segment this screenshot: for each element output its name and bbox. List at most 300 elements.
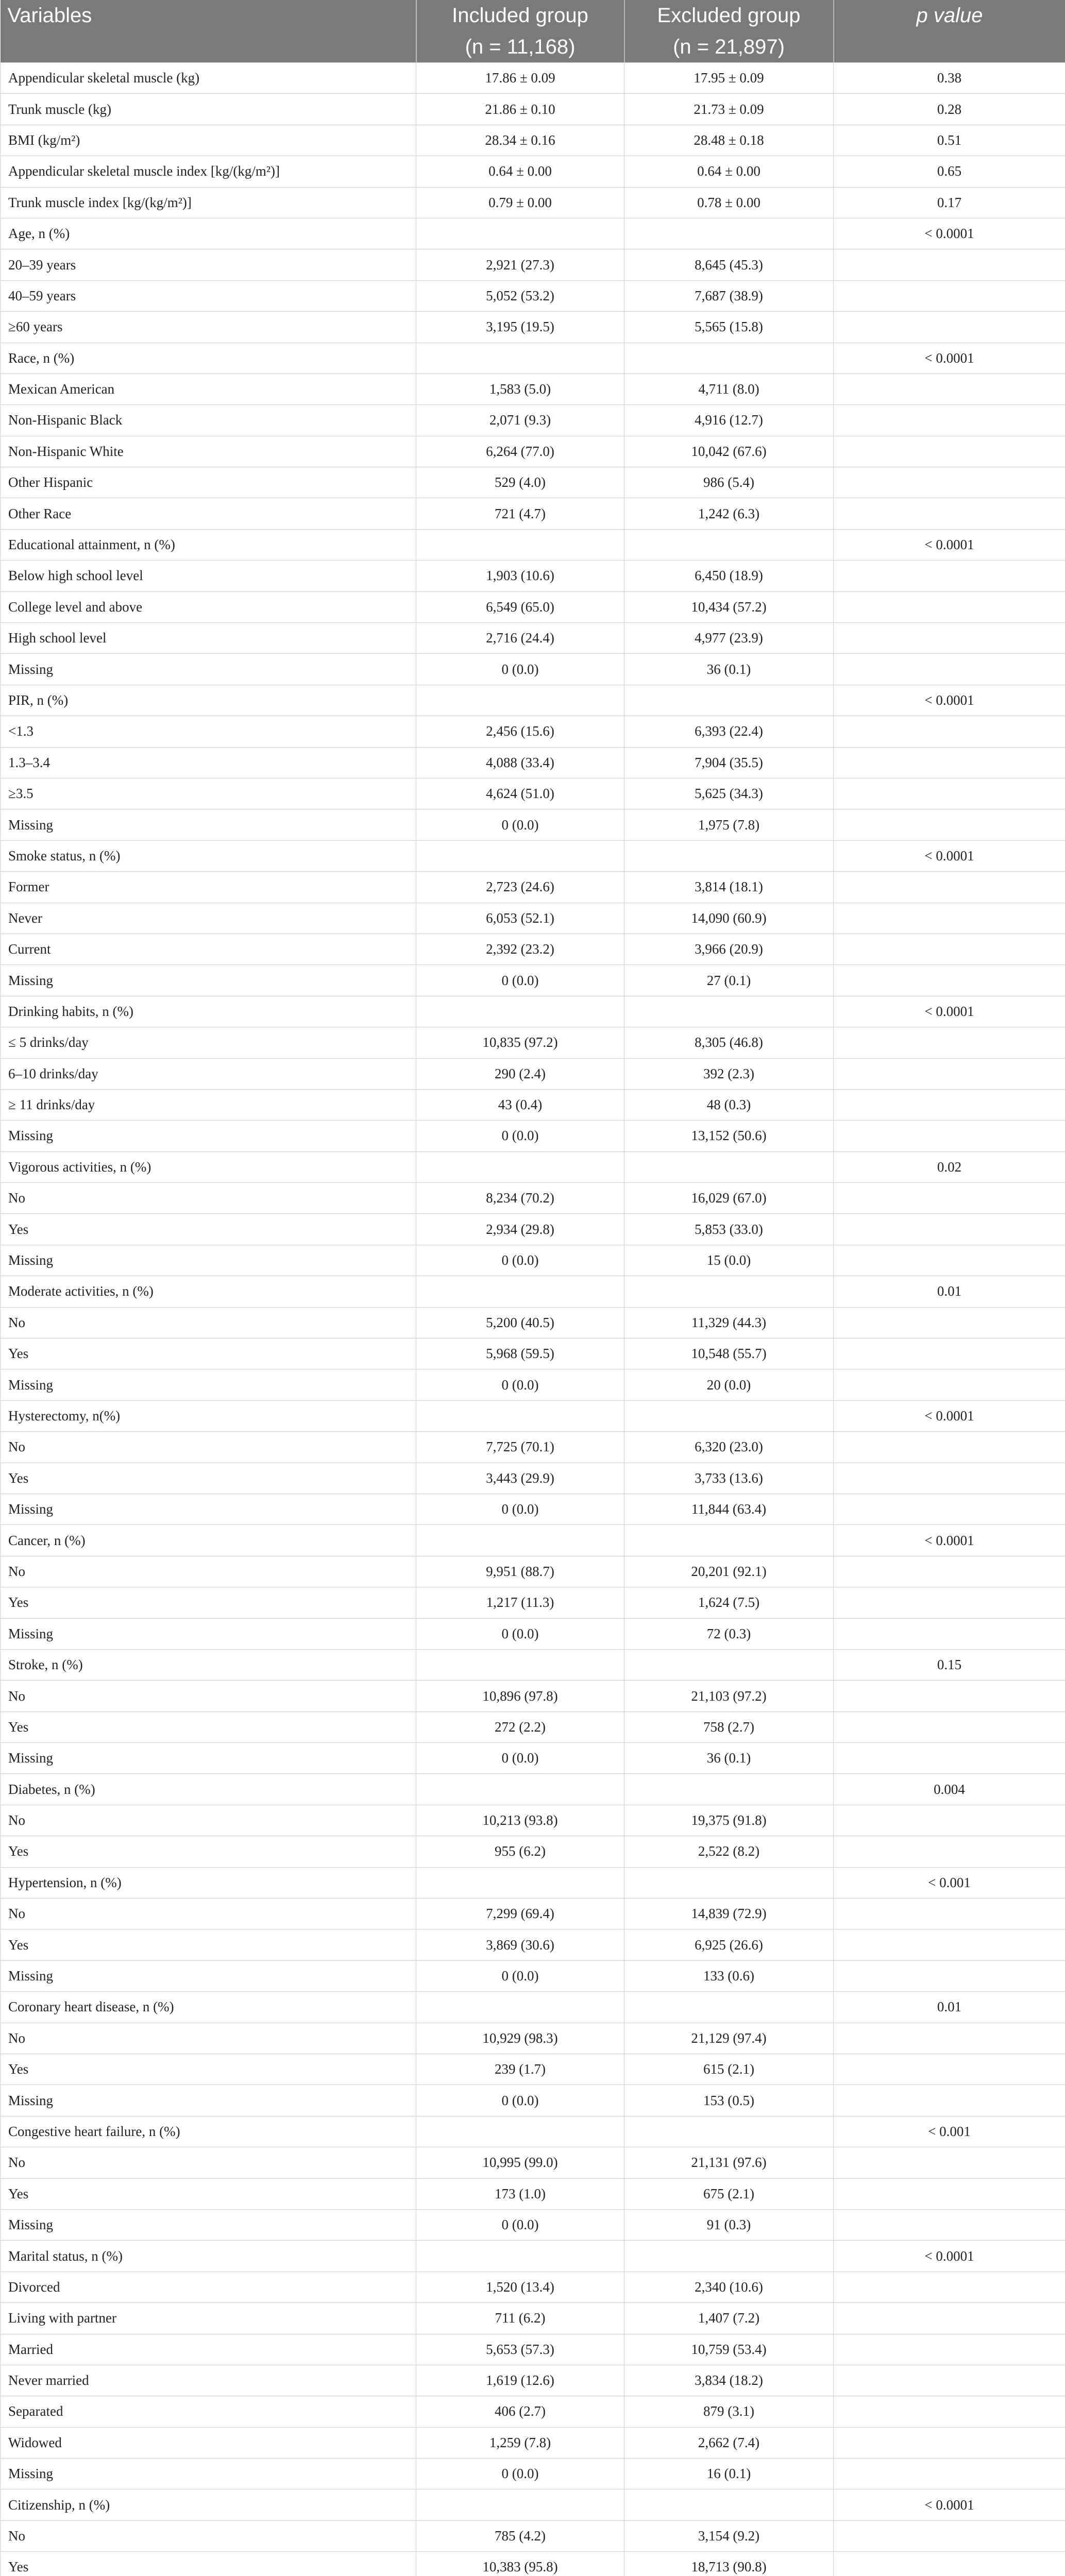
cell-included [416, 996, 624, 1027]
cell-p-value [834, 654, 1065, 685]
cell-p-value [834, 1432, 1065, 1463]
table-row [1, 436, 1065, 467]
cell-excluded: 28.48 ± 0.18 [624, 125, 834, 156]
table-row [1, 1183, 1065, 1214]
cell-excluded: 0.78 ± 0.00 [624, 187, 834, 218]
cell-variable: Missing [1, 1618, 416, 1649]
header-included-n: (n = 11,168) [416, 31, 624, 63]
cell-p-value: 0.51 [834, 125, 1065, 156]
table-row [1, 1245, 1065, 1276]
cell-variable: Non-Hispanic Black [1, 405, 416, 436]
table-row [1, 1681, 1065, 1711]
cell-variable: No [1, 2023, 416, 2054]
cell-variable: 20–39 years [1, 249, 416, 280]
table-row [1, 249, 1065, 280]
cell-p-value [834, 1027, 1065, 1058]
cell-p-value [834, 1338, 1065, 1369]
cell-excluded: 13,152 (50.6) [624, 1121, 834, 1151]
cell-excluded: 4,916 (12.7) [624, 405, 834, 436]
table-row [1, 2085, 1065, 2116]
cell-p-value [834, 809, 1065, 840]
cell-excluded: 4,977 (23.9) [624, 623, 834, 654]
cell-variable: Missing [1, 1369, 416, 1400]
table-row [1, 2520, 1065, 2551]
cell-p-value: 0.01 [834, 1992, 1065, 2023]
cell-p-value: 0.02 [834, 1151, 1065, 1182]
cell-included: 10,383 (95.8) [416, 2552, 624, 2576]
cell-p-value [834, 1058, 1065, 1089]
cell-included: 10,929 (98.3) [416, 2023, 624, 2054]
cell-excluded: 36 (0.1) [624, 654, 834, 685]
cell-p-value [834, 1805, 1065, 1836]
table-row [1, 94, 1065, 125]
cell-variable: Missing [1, 654, 416, 685]
cell-variable: Missing [1, 1494, 416, 1524]
cell-p-value [834, 2459, 1065, 2489]
cell-included: 0 (0.0) [416, 1369, 624, 1400]
table-row [1, 996, 1065, 1027]
cell-included: 785 (4.2) [416, 2520, 624, 2551]
table-row [1, 1649, 1065, 1680]
cell-included: 4,088 (33.4) [416, 747, 624, 778]
cell-excluded: 3,154 (9.2) [624, 2520, 834, 2551]
table-row [1, 405, 1065, 436]
cell-variable: Missing [1, 809, 416, 840]
cell-excluded: 27 (0.1) [624, 965, 834, 996]
cell-p-value [834, 2396, 1065, 2427]
cell-included: 0 (0.0) [416, 654, 624, 685]
cell-included: 4,624 (51.0) [416, 778, 624, 809]
table-row [1, 747, 1065, 778]
cell-p-value: 0.01 [834, 1276, 1065, 1307]
cell-variable: 40–59 years [1, 280, 416, 311]
table-row [1, 809, 1065, 840]
cell-variable: Missing [1, 1245, 416, 1276]
cell-variable: No [1, 1556, 416, 1587]
cell-included [416, 1867, 624, 1898]
cell-included: 1,619 (12.6) [416, 2365, 624, 2396]
cell-p-value [834, 1245, 1065, 1276]
table-row [1, 840, 1065, 871]
cell-variable: Appendicular skeletal muscle (kg) [1, 63, 416, 94]
cell-variable: Separated [1, 2396, 416, 2427]
cell-p-value: < 0.0001 [834, 1525, 1065, 1556]
cell-excluded: 133 (0.6) [624, 1960, 834, 1991]
cell-excluded [624, 685, 834, 716]
cell-excluded: 5,625 (34.3) [624, 778, 834, 809]
table-row [1, 1743, 1065, 1774]
cell-included: 6,549 (65.0) [416, 591, 624, 622]
cell-included: 955 (6.2) [416, 1836, 624, 1867]
cell-excluded: 36 (0.1) [624, 1743, 834, 1774]
cell-p-value: < 0.0001 [834, 996, 1065, 1027]
cell-included: 5,052 (53.2) [416, 280, 624, 311]
cell-included [416, 840, 624, 871]
cell-excluded [624, 1525, 834, 1556]
cell-excluded: 6,450 (18.9) [624, 561, 834, 591]
cell-variable: Smoke status, n (%) [1, 840, 416, 871]
table-row [1, 1867, 1065, 1898]
cell-variable: Yes [1, 1463, 416, 1494]
cell-included: 2,716 (24.4) [416, 623, 624, 654]
cell-variable: Former [1, 872, 416, 903]
cell-included: 10,835 (97.2) [416, 1027, 624, 1058]
header-variables: Variables [1, 0, 416, 31]
cell-p-value [834, 1836, 1065, 1867]
cell-p-value [834, 1121, 1065, 1151]
table-row [1, 1400, 1065, 1431]
table-row [1, 1369, 1065, 1400]
table-header [1, 0, 1065, 63]
cell-included: 0 (0.0) [416, 965, 624, 996]
table-row [1, 2365, 1065, 2396]
table-row [1, 2054, 1065, 2085]
cell-p-value [834, 2552, 1065, 2576]
cell-included: 8,234 (70.2) [416, 1183, 624, 1214]
cell-excluded: 1,407 (7.2) [624, 2303, 834, 2334]
cell-variable: Current [1, 934, 416, 964]
cell-excluded: 4,711 (8.0) [624, 374, 834, 404]
cell-excluded: 2,662 (7.4) [624, 2427, 834, 2458]
cell-p-value [834, 965, 1065, 996]
cell-p-value: 0.15 [834, 1649, 1065, 1680]
table-row [1, 1618, 1065, 1649]
cell-variable: College level and above [1, 591, 416, 622]
cell-excluded: 10,434 (57.2) [624, 591, 834, 622]
cell-excluded: 6,320 (23.0) [624, 1432, 834, 1463]
table-row [1, 2023, 1065, 2054]
table-row [1, 2303, 1065, 2334]
cell-included: 239 (1.7) [416, 2054, 624, 2085]
cell-included: 2,723 (24.6) [416, 872, 624, 903]
cell-variable: High school level [1, 623, 416, 654]
cell-included: 28.34 ± 0.16 [416, 125, 624, 156]
table-row [1, 654, 1065, 685]
cell-included: 3,869 (30.6) [416, 1929, 624, 1960]
table-row [1, 1214, 1065, 1245]
cell-variable: Missing [1, 2209, 416, 2240]
cell-variable: PIR, n (%) [1, 685, 416, 716]
cell-p-value: 0.38 [834, 63, 1065, 94]
cell-p-value [834, 1929, 1065, 1960]
cell-p-value [834, 903, 1065, 934]
cell-included [416, 1774, 624, 1805]
cell-excluded: 10,042 (67.6) [624, 436, 834, 467]
cell-excluded: 3,814 (18.1) [624, 872, 834, 903]
cell-p-value [834, 1214, 1065, 1245]
cell-excluded [624, 2116, 834, 2147]
header-excluded-group: Excluded group [624, 0, 834, 31]
cell-variable: Educational attainment, n (%) [1, 529, 416, 560]
cell-included [416, 218, 624, 249]
cell-p-value [834, 467, 1065, 498]
cell-included: 406 (2.7) [416, 2396, 624, 2427]
table-row [1, 561, 1065, 591]
table-row [1, 1432, 1065, 1463]
cell-variable: 6–10 drinks/day [1, 1058, 416, 1089]
cell-excluded: 1,975 (7.8) [624, 809, 834, 840]
cell-excluded [624, 343, 834, 374]
cell-excluded [624, 529, 834, 560]
cell-included: 9,951 (88.7) [416, 1556, 624, 1587]
cell-p-value [834, 2054, 1065, 2085]
cell-p-value [834, 934, 1065, 964]
table-row [1, 1151, 1065, 1182]
cell-variable: Trunk muscle index [kg/(kg/m²)] [1, 187, 416, 218]
cell-excluded [624, 1774, 834, 1805]
cell-excluded: 18,713 (90.8) [624, 2552, 834, 2576]
cell-included [416, 1151, 624, 1182]
table-row [1, 1276, 1065, 1307]
cell-included: 5,968 (59.5) [416, 1338, 624, 1369]
cell-variable: Trunk muscle (kg) [1, 94, 416, 125]
cell-p-value: < 0.0001 [834, 840, 1065, 871]
table-row [1, 2178, 1065, 2209]
cell-p-value: < 0.0001 [834, 2241, 1065, 2272]
cell-p-value [834, 374, 1065, 404]
cell-variable: Age, n (%) [1, 218, 416, 249]
cell-included: 0.79 ± 0.00 [416, 187, 624, 218]
cell-variable: Congestive heart failure, n (%) [1, 2116, 416, 2147]
cell-p-value [834, 1743, 1065, 1774]
cell-excluded: 1,624 (7.5) [624, 1587, 834, 1618]
cell-excluded [624, 1649, 834, 1680]
cell-variable: Yes [1, 2054, 416, 2085]
cell-p-value [834, 498, 1065, 529]
cell-excluded: 7,904 (35.5) [624, 747, 834, 778]
cell-variable: No [1, 1432, 416, 1463]
cell-variable: No [1, 2147, 416, 2178]
cell-p-value [834, 1307, 1065, 1338]
table-row [1, 2427, 1065, 2458]
cell-p-value: < 0.0001 [834, 685, 1065, 716]
table-row [1, 2489, 1065, 2520]
cell-p-value [834, 280, 1065, 311]
table-row [1, 716, 1065, 747]
header-p-value [834, 0, 1065, 31]
table-row [1, 2272, 1065, 2302]
cell-included: 3,195 (19.5) [416, 312, 624, 343]
table-row [1, 872, 1065, 903]
cell-included: 272 (2.2) [416, 1711, 624, 1742]
cell-excluded: 6,393 (22.4) [624, 716, 834, 747]
cell-variable: Never [1, 903, 416, 934]
cell-excluded: 2,522 (8.2) [624, 1836, 834, 1867]
cell-included: 1,259 (7.8) [416, 2427, 624, 2458]
cell-excluded: 3,834 (18.2) [624, 2365, 834, 2396]
cell-included: 7,299 (69.4) [416, 1899, 624, 1929]
cell-p-value: < 0.001 [834, 1867, 1065, 1898]
cell-variable: Yes [1, 1214, 416, 1245]
cell-excluded: 21.73 ± 0.09 [624, 94, 834, 125]
cell-included: 0 (0.0) [416, 1121, 624, 1151]
cell-p-value [834, 2303, 1065, 2334]
cell-excluded: 14,090 (60.9) [624, 903, 834, 934]
cell-included: 10,896 (97.8) [416, 1681, 624, 1711]
cell-variable: Cancer, n (%) [1, 1525, 416, 1556]
cell-included: 0.64 ± 0.00 [416, 156, 624, 187]
table-row [1, 1307, 1065, 1338]
cell-excluded: 758 (2.7) [624, 1711, 834, 1742]
cell-variable: Diabetes, n (%) [1, 1774, 416, 1805]
cell-excluded [624, 840, 834, 871]
cell-excluded: 3,733 (13.6) [624, 1463, 834, 1494]
cell-excluded [624, 1151, 834, 1182]
cell-p-value: < 0.0001 [834, 2489, 1065, 2520]
cell-p-value: < 0.0001 [834, 218, 1065, 249]
cell-p-value [834, 591, 1065, 622]
cell-p-value [834, 747, 1065, 778]
cell-p-value [834, 1556, 1065, 1587]
cell-variable: Missing [1, 1960, 416, 1991]
cell-variable: Widowed [1, 2427, 416, 2458]
table-row [1, 1463, 1065, 1494]
cell-excluded: 15 (0.0) [624, 1245, 834, 1276]
cell-included [416, 2241, 624, 2272]
table-row [1, 312, 1065, 343]
table-row [1, 2552, 1065, 2576]
cell-excluded: 8,645 (45.3) [624, 249, 834, 280]
table-row [1, 2147, 1065, 2178]
cell-variable: Married [1, 2334, 416, 2365]
cell-included: 5,200 (40.5) [416, 1307, 624, 1338]
table-row [1, 1338, 1065, 1369]
cell-variable: Yes [1, 1836, 416, 1867]
cell-included: 173 (1.0) [416, 2178, 624, 2209]
cell-included [416, 1992, 624, 2023]
cell-p-value: 0.65 [834, 156, 1065, 187]
cell-included: 2,921 (27.3) [416, 249, 624, 280]
cell-p-value [834, 2427, 1065, 2458]
header-excluded-n: (n = 21,897) [624, 31, 834, 63]
cell-variable: Mexican American [1, 374, 416, 404]
cell-p-value [834, 1587, 1065, 1618]
cell-excluded: 17.95 ± 0.09 [624, 63, 834, 94]
cell-included: 529 (4.0) [416, 467, 624, 498]
cell-included [416, 1400, 624, 1431]
cell-variable: Yes [1, 2178, 416, 2209]
cell-excluded: 10,759 (53.4) [624, 2334, 834, 2365]
cell-excluded: 392 (2.3) [624, 1058, 834, 1089]
cell-included: 711 (6.2) [416, 2303, 624, 2334]
cell-p-value [834, 561, 1065, 591]
table-row [1, 1899, 1065, 1929]
cell-included: 1,217 (11.3) [416, 1587, 624, 1618]
cell-included: 2,392 (23.2) [416, 934, 624, 964]
table-row [1, 1929, 1065, 1960]
cell-p-value: 0.17 [834, 187, 1065, 218]
table-row [1, 1058, 1065, 1089]
cell-variable: Yes [1, 1587, 416, 1618]
cell-included [416, 685, 624, 716]
cell-variable: Citizenship, n (%) [1, 2489, 416, 2520]
cell-variable: Other Hispanic [1, 467, 416, 498]
cell-excluded [624, 1992, 834, 2023]
table-row [1, 1805, 1065, 1836]
cell-excluded: 1,242 (6.3) [624, 498, 834, 529]
cell-variable: Appendicular skeletal muscle index [kg/(kg/m²)] [1, 156, 416, 187]
cell-variable: Missing [1, 2085, 416, 2116]
cell-included [416, 2116, 624, 2147]
cell-p-value [834, 1711, 1065, 1742]
cell-excluded: 11,844 (63.4) [624, 1494, 834, 1524]
cell-variable: Hysterectomy, n(%) [1, 1400, 416, 1431]
cell-excluded: 21,103 (97.2) [624, 1681, 834, 1711]
table-row [1, 2116, 1065, 2147]
cell-excluded [624, 996, 834, 1027]
cell-p-value [834, 623, 1065, 654]
cell-included: 3,443 (29.9) [416, 1463, 624, 1494]
cell-p-value [834, 1369, 1065, 1400]
cell-variable: Moderate activities, n (%) [1, 1276, 416, 1307]
table-row [1, 125, 1065, 156]
table-row [1, 467, 1065, 498]
cell-p-value [834, 872, 1065, 903]
cell-variable: No [1, 1681, 416, 1711]
table-row [1, 934, 1065, 964]
cell-variable: Vigorous activities, n (%) [1, 1151, 416, 1182]
cell-variable: No [1, 1899, 416, 1929]
cell-included [416, 2489, 624, 2520]
cell-variable: <1.3 [1, 716, 416, 747]
table-row [1, 218, 1065, 249]
cell-variable: Hypertension, n (%) [1, 1867, 416, 1898]
cell-variable: Marital status, n (%) [1, 2241, 416, 2272]
cell-variable: Race, n (%) [1, 343, 416, 374]
cell-variable: ≥60 years [1, 312, 416, 343]
table-row [1, 623, 1065, 654]
table-row [1, 1121, 1065, 1151]
cell-variable: Living with partner [1, 2303, 416, 2334]
cell-included: 10,995 (99.0) [416, 2147, 624, 2178]
cell-p-value [834, 716, 1065, 747]
cell-p-value [834, 2023, 1065, 2054]
cell-included [416, 1525, 624, 1556]
cell-variable: No [1, 1183, 416, 1214]
cell-p-value [834, 405, 1065, 436]
cell-included: 6,053 (52.1) [416, 903, 624, 934]
table-row [1, 1027, 1065, 1058]
cell-included: 0 (0.0) [416, 2459, 624, 2489]
cell-included: 0 (0.0) [416, 1743, 624, 1774]
table-row [1, 1992, 1065, 2023]
table-row [1, 156, 1065, 187]
table-row [1, 2334, 1065, 2365]
cell-variable: BMI (kg/m²) [1, 125, 416, 156]
header-sub-empty-p [834, 31, 1065, 63]
cell-included: 0 (0.0) [416, 1960, 624, 1991]
cell-excluded: 20,201 (92.1) [624, 1556, 834, 1587]
header-included-group: Included group [416, 0, 624, 31]
cell-p-value: < 0.0001 [834, 1400, 1065, 1431]
header-row [1, 0, 1065, 31]
cell-excluded: 3,966 (20.9) [624, 934, 834, 964]
cell-included: 10,213 (93.8) [416, 1805, 624, 1836]
cell-p-value: < 0.0001 [834, 343, 1065, 374]
cell-included: 1,903 (10.6) [416, 561, 624, 591]
table-row [1, 280, 1065, 311]
cell-variable: Stroke, n (%) [1, 1649, 416, 1680]
cell-p-value: < 0.001 [834, 2116, 1065, 2147]
cell-included [416, 1276, 624, 1307]
cell-excluded: 6,925 (26.6) [624, 1929, 834, 1960]
cell-p-value: < 0.0001 [834, 529, 1065, 560]
table-row [1, 1556, 1065, 1587]
table-row [1, 778, 1065, 809]
table-row [1, 1525, 1065, 1556]
cell-excluded: 5,853 (33.0) [624, 1214, 834, 1245]
cell-excluded: 72 (0.3) [624, 1618, 834, 1649]
